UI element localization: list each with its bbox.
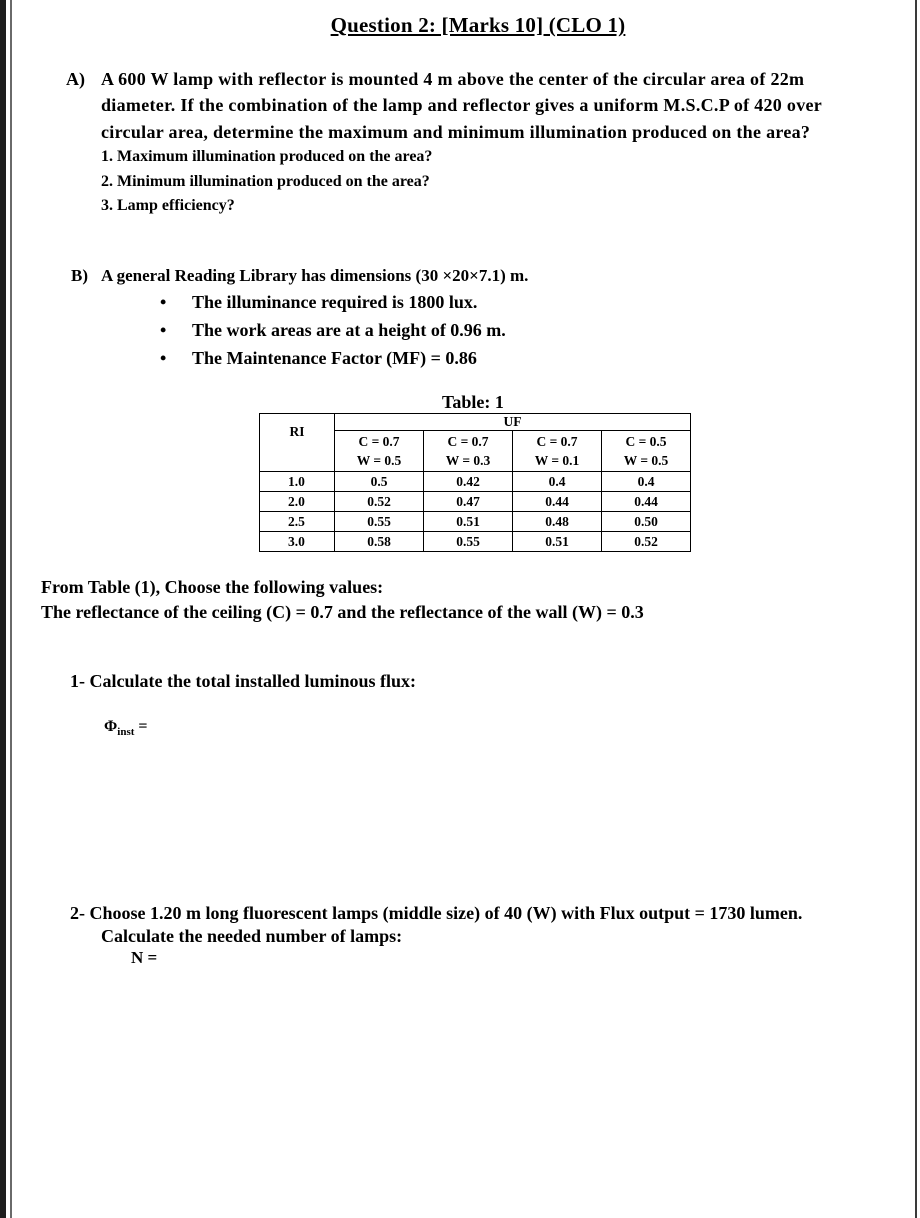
uf-cell: 0.48 [513,512,602,532]
part-b-intro: A general Reading Library has dimensions (30 ×20×7.1) m. [101,266,529,285]
question-2-line-1: 2- Choose 1.20 m long fluorescent lamps (middle size) of 40 (W) with Flux output = 1730 lumen. [70,903,803,923]
uf-cell: 0.5 [335,472,424,492]
uf-cell: 0.51 [424,512,513,532]
ri-cell: 2.5 [260,512,335,532]
from-table-line-2: The reflectance of the ceiling (C) = 0.7 and the reflectance of the wall (W) = 0.3 [41,602,644,622]
uf-cell: 0.55 [335,512,424,532]
uf-cell: 0.52 [602,532,691,552]
part-a-line-1: A 600 W lamp with reflector is mounted 4 m above the center of the circular area of 22m [101,69,805,89]
column-header: C = 0.5 W = 0.5 [602,431,691,472]
table-row [260,512,691,532]
uf-cell: 0.42 [424,472,513,492]
column-header: C = 0.7 W = 0.5 [335,431,424,472]
uf-cell: 0.44 [513,492,602,512]
from-table-line-1: From Table (1), Choose the following values: [41,577,384,597]
uf-cell: 0.44 [602,492,691,512]
phi-inst-equation [104,718,148,738]
table-row [260,492,691,512]
uf-cell: 0.4 [513,472,602,492]
part-a-item-1: 1. Maximum illumination produced on the area? [101,148,433,165]
uf-cell: 0.4 [602,472,691,492]
n-equation: N = [131,948,158,967]
part-a-label: A) [66,69,85,89]
ri-header: RI [260,414,335,472]
ri-cell: 3.0 [260,532,335,552]
part-b-bullet-2: The work areas are at a height of 0.96 m. [192,320,506,340]
uf-cell: 0.51 [513,532,602,552]
page-edge-left [0,0,6,1218]
part-b-bullet-3: The Maintenance Factor (MF) = 0.86 [192,348,477,368]
part-b-bullet-1: The illuminance required is 1800 lux. [192,292,478,312]
bullet-icon: • [160,348,167,368]
part-a-item-2: 2. Minimum illumination produced on the area? [101,173,430,190]
question-2-line-2: Calculate the needed number of lamps: [101,926,403,946]
question-title: Question 2: [Marks 10] (CLO 1) [330,13,626,37]
page-edge-left-inner [10,0,12,1218]
part-a-line-2: diameter. If the combination of the lamp and reflector gives a uniform M.S.C.P of 420 over [101,95,823,115]
part-a-line-3: circular area, determine the maximum and minimum illumination produced on the area? [101,122,811,142]
uf-cell: 0.50 [602,512,691,532]
phi-subscript: inst [117,726,135,739]
table-row [260,472,691,492]
page-edge-right [915,0,917,1218]
uf-table [259,413,691,552]
bullet-icon: • [160,292,167,312]
uf-cell: 0.52 [335,492,424,512]
table-row [260,532,691,552]
column-header: C = 0.7 W = 0.1 [513,431,602,472]
phi-symbol: Φ [104,718,118,735]
ri-cell: 2.0 [260,492,335,512]
uf-cell: 0.47 [424,492,513,512]
part-b-label: B) [71,266,88,285]
bullet-icon: • [160,320,167,340]
question-1-text: 1- Calculate the total installed luminous flux: [70,671,417,691]
column-header: C = 0.7 W = 0.3 [424,431,513,472]
uf-cell: 0.55 [424,532,513,552]
table-caption: Table: 1 [442,392,504,412]
uf-header: UF [335,414,691,431]
part-a-item-3: 3. Lamp efficiency? [101,197,235,214]
uf-cell: 0.58 [335,532,424,552]
phi-equals: = [134,718,148,735]
ri-cell: 1.0 [260,472,335,492]
